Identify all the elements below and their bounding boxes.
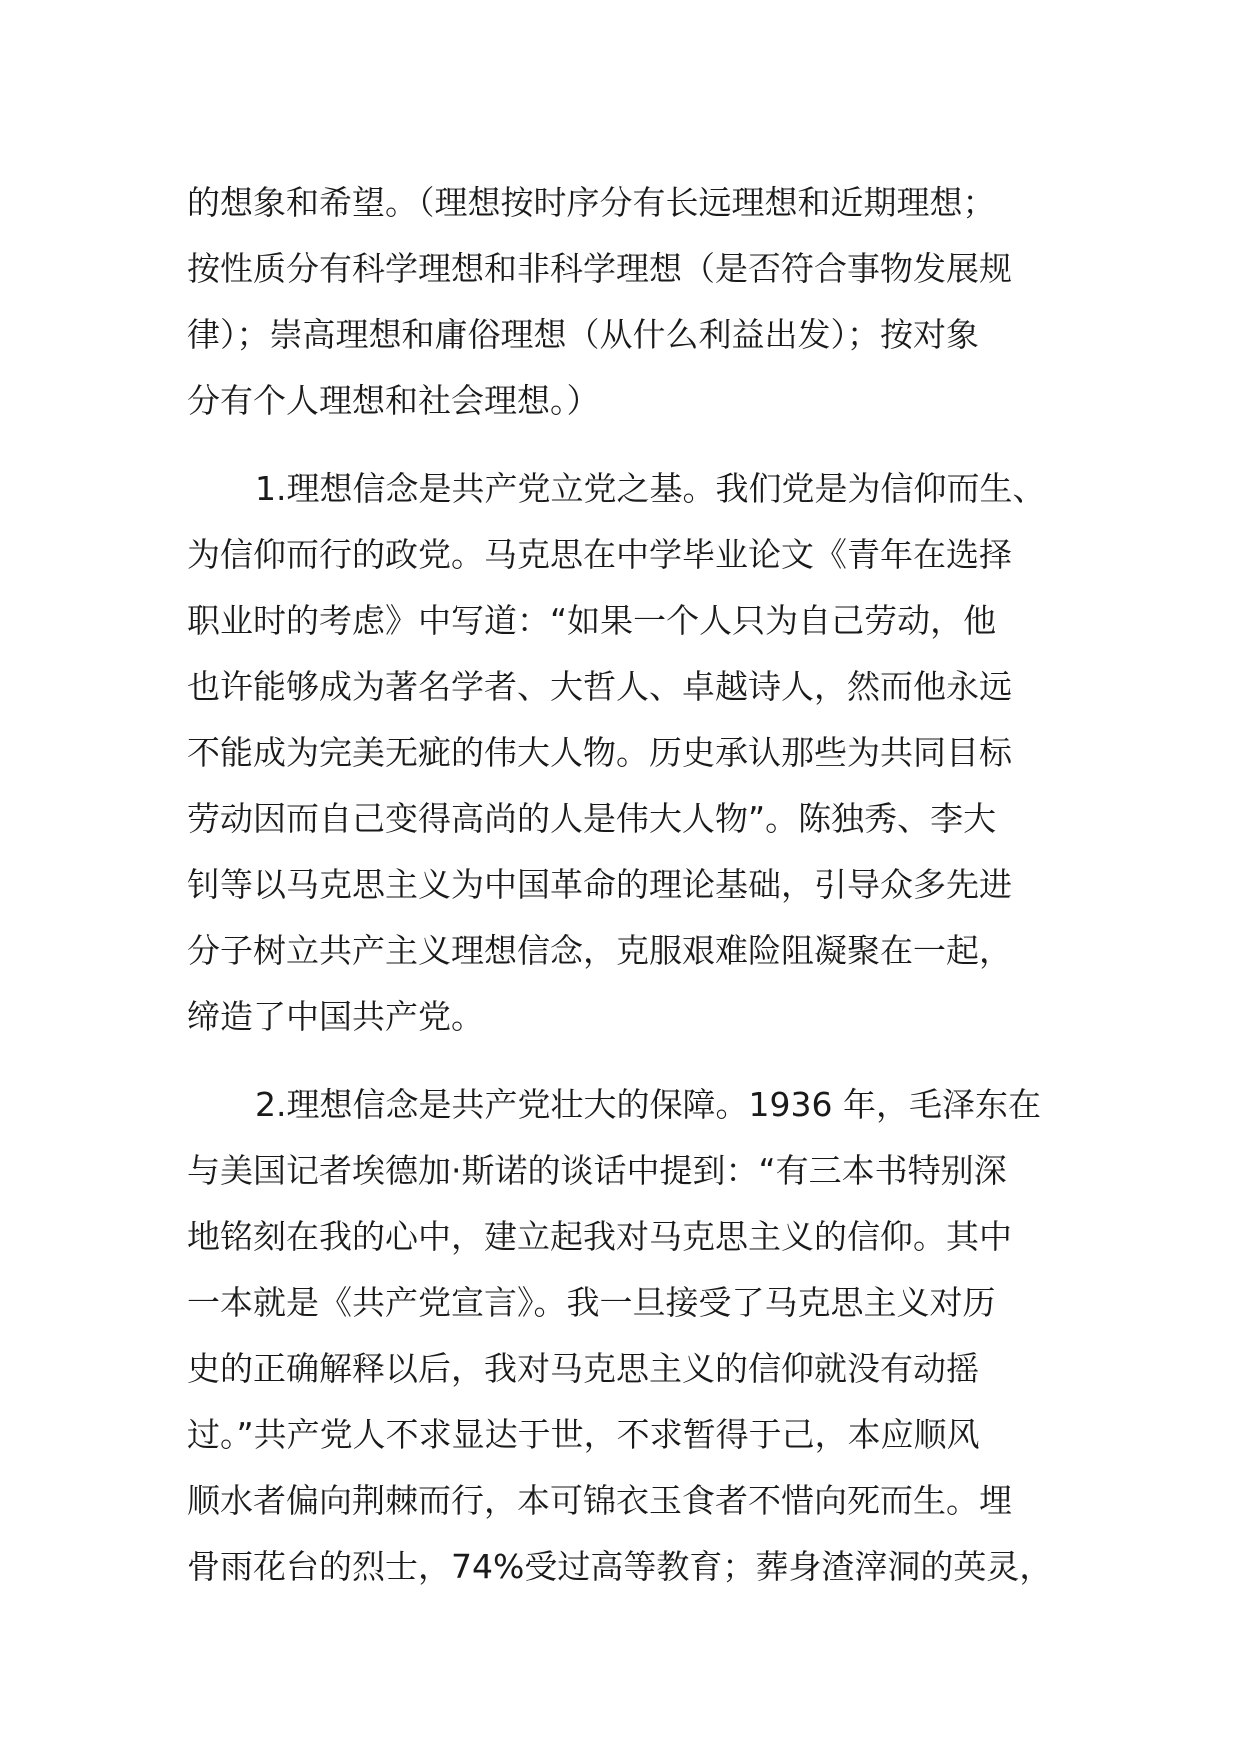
text-line: 也许能够成为著名学者、大哲人、卓越诗人，然而他永远: [187, 667, 1012, 706]
paragraph-spacing: [187, 1050, 1067, 1072]
text-line: 缔造了中国共产党。: [187, 997, 484, 1036]
text-line: 1.理想信念是共产党立党之基。我们党是为信仰而生、: [255, 469, 1046, 508]
text-line: 分有个人理想和社会理想。）: [187, 381, 600, 420]
text-line: 分子树立共产主义理想信念，克服艰难险阻凝聚在一起，: [187, 931, 1012, 970]
paragraph-spacing: [187, 434, 1067, 456]
paragraph-3: [187, 1072, 1067, 1600]
text-line: 为信仰而行的政党。马克思在中学毕业论文《青年在选择: [187, 535, 1012, 574]
paragraph-1: [187, 170, 1067, 434]
text-line: 按性质分有科学理想和非科学理想（是否符合事物发展规: [187, 249, 1012, 288]
text-line: 不能成为完美无疵的伟大人物。历史承认那些为共同目标: [187, 733, 1012, 772]
text-line: 与美国记者埃德加·斯诺的谈话中提到：“有三本书特别深: [187, 1151, 1007, 1190]
text-line: 地铭刻在我的心中，建立起我对马克思主义的信仰。其中: [187, 1217, 1012, 1256]
body-text: [187, 170, 1067, 1600]
text-line: 一本就是《共产党宣言》。我一旦接受了马克思主义对历: [187, 1283, 996, 1322]
text-line: 劳动因而自己变得高尚的人是伟大人物”。陈独秀、李大: [187, 799, 997, 838]
text-line: 史的正确解释以后，我对马克思主义的信仰就没有动摇: [187, 1349, 979, 1388]
text-line: 2.理想信念是共产党壮大的保障。1936 年，毛泽东在: [255, 1085, 1041, 1124]
text-line: 律）；崇高理想和庸俗理想（从什么利益出发）；按对象: [187, 315, 979, 354]
text-line: 骨雨花台的烈士，74%受过高等教育；葬身渣滓洞的英灵，: [187, 1547, 1053, 1586]
paragraph-2: [187, 456, 1067, 1050]
text-line: 过。”共产党人不求显达于世，不求暂得于己，本应顺风: [187, 1415, 980, 1454]
text-line: 职业时的考虑》中写道：“如果一个人只为自己劳动，他: [187, 601, 997, 640]
text-line: 钊等以马克思主义为中国革命的理论基础，引导众多先进: [187, 865, 1012, 904]
text-line: 顺水者偏向荆棘而行，本可锦衣玉食者不惜向死而生。埋: [187, 1481, 1012, 1520]
text-line: 的想象和希望。（理想按时序分有长远理想和近期理想；: [187, 183, 996, 222]
